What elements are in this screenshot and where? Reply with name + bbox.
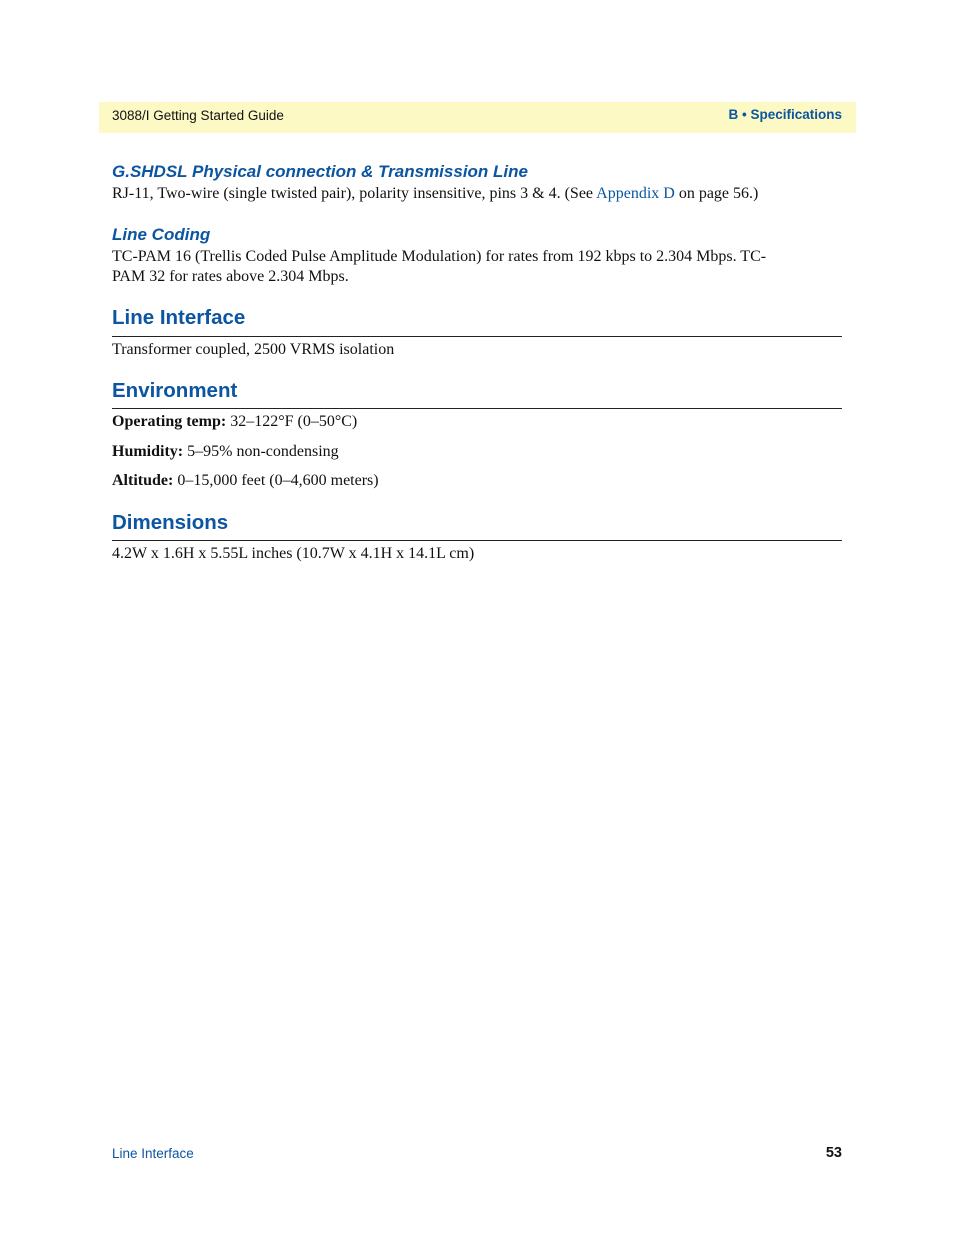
line-coding-line1: TC-PAM 16 (Trellis Coded Pulse Amplitude Modulation) for rates from 192 kbps to 2.304 Mbps. TC- [112,248,767,265]
line-interface-rule [112,336,842,337]
appendix-d-link[interactable]: Appendix D [596,185,675,202]
gshdsl-text-after: on page 56.) [674,185,759,202]
gshdsl-text-before: RJ-11, Two-wire (single twisted pair), polarity insensitive, pins 3 & 4. (See [112,185,597,202]
dimensions-rule [112,540,842,541]
environment-item-label: Humidity: [112,443,184,460]
header-chapter: B • Specifications [728,107,842,122]
running-header [99,102,856,133]
line-interface-heading: Line Interface [112,306,246,329]
dimensions-heading: Dimensions [112,511,229,534]
environment-heading: Environment [112,379,238,402]
environment-item [112,471,812,491]
line-coding-text [112,247,822,287]
environment-item-value: 32–122°F (0–50°C) [226,413,358,430]
dimensions-text: 4.2W x 1.6H x 5.55L inches (10.7W x 4.1H x 14.1L cm) [112,545,475,562]
environment-item-value: 5–95% non-condensing [183,443,339,460]
line-interface-text: Transformer coupled, 2500 VRMS isolation [112,341,395,358]
page-number: 53 [825,1145,842,1161]
environment-item-label: Operating temp: [112,413,227,430]
gshdsl-heading: G.SHDSL Physical connection & Transmission Line [112,162,528,181]
environment-item-label: Altitude: [112,472,174,489]
header-guide-title: 3088/I Getting Started Guide [112,108,284,123]
footer-section-name: Line Interface [112,1146,194,1161]
environment-item [112,442,812,462]
line-coding-heading: Line Coding [112,225,211,244]
environment-item-value: 0–15,000 feet (0–4,600 meters) [173,472,379,489]
environment-item [112,412,812,432]
environment-rule [112,408,842,409]
gshdsl-text [112,184,812,204]
line-coding-line2: PAM 32 for rates above 2.304 Mbps. [112,268,349,285]
